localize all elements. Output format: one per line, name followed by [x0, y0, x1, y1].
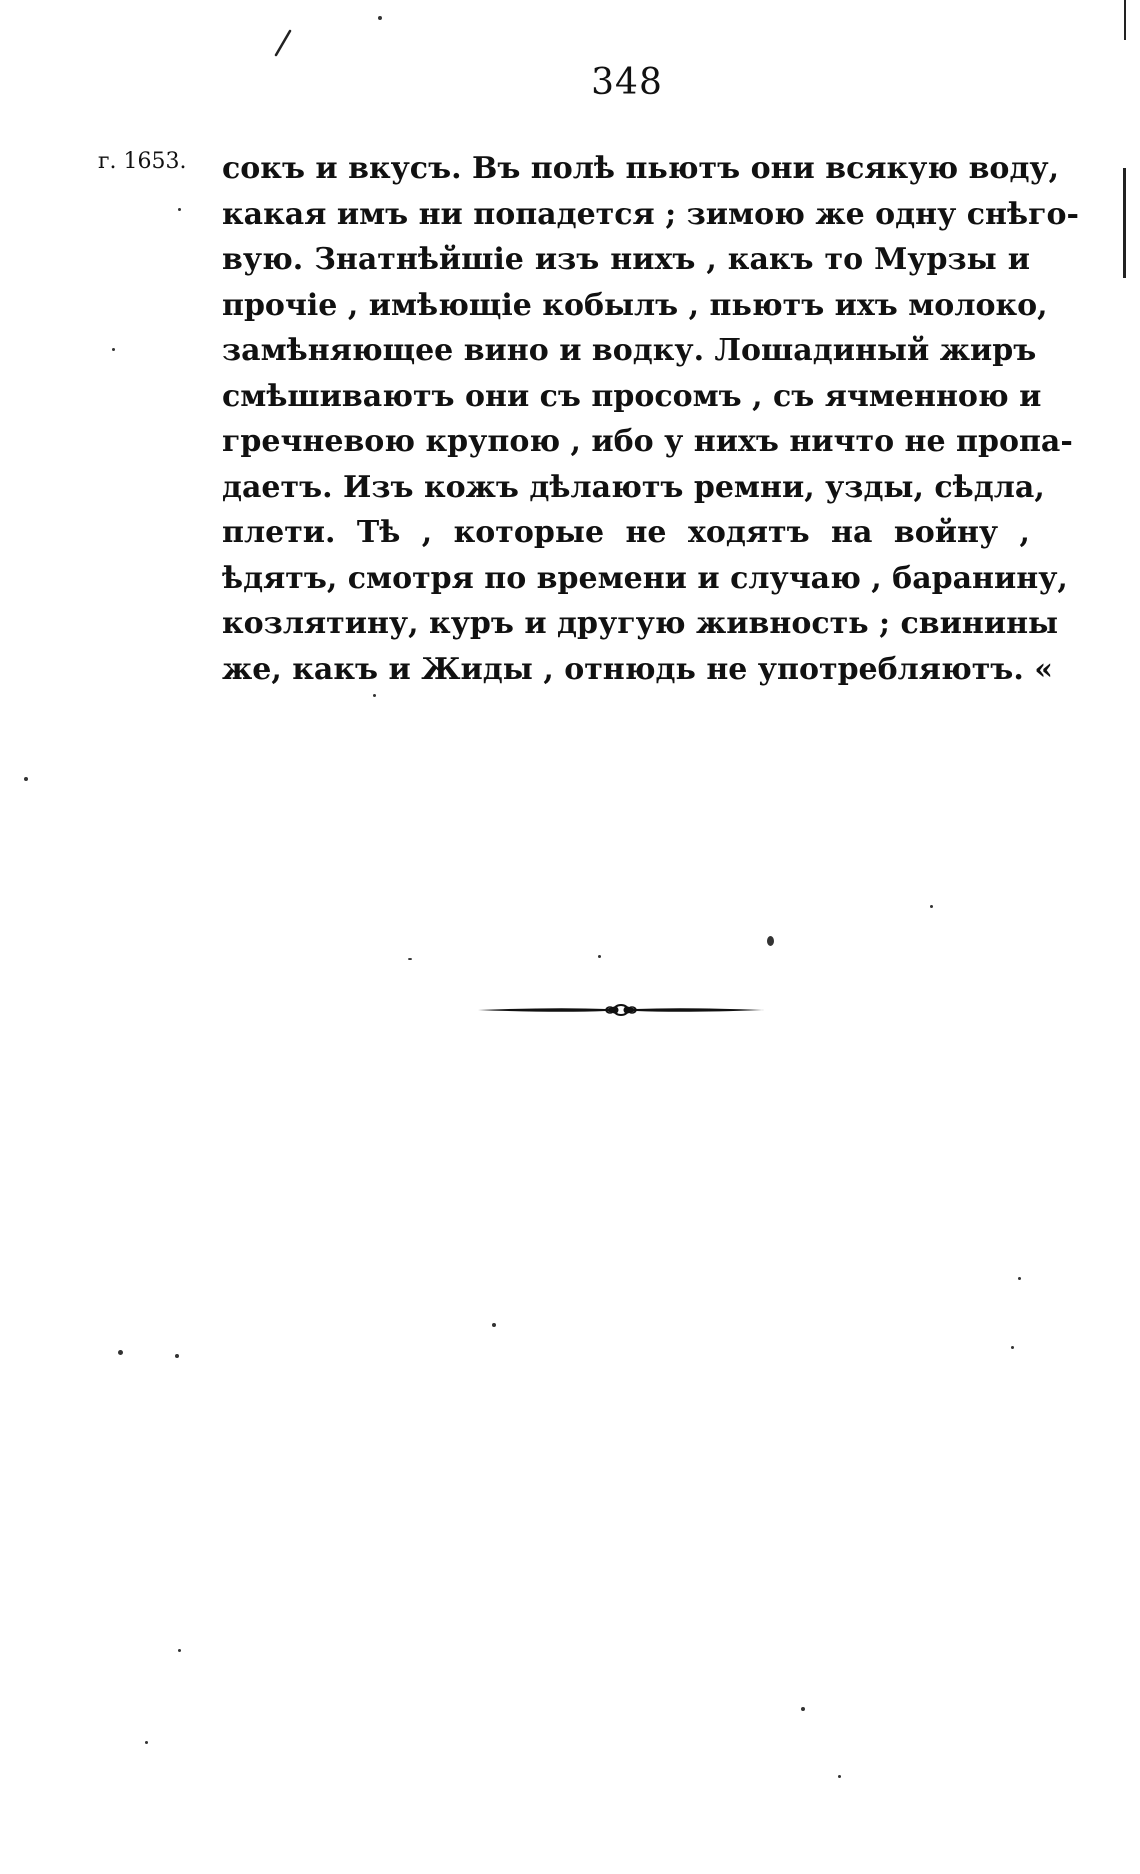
scan-speck: [930, 905, 933, 908]
text-line: прочіе , имѣющіе кобылъ , пьютъ ихъ молоко,: [222, 287, 1048, 323]
scan-speck: [118, 1350, 123, 1355]
page-edge-line: [1123, 168, 1126, 278]
page-edge-line: [1124, 0, 1126, 40]
scan-speck: [1011, 1346, 1014, 1349]
scan-speck: [145, 1741, 148, 1744]
scan-speck: [24, 777, 28, 781]
text-line: же, какъ и Жиды , отнюдь не употребляютъ. «: [222, 651, 1053, 687]
scan-speck: [175, 1354, 179, 1358]
text-line: сокъ и вкусъ. Въ полѣ пьютъ они всякую воду,: [222, 151, 1060, 186]
text-line: ѣдятъ, смотря по времени и случаю , баранину,: [222, 560, 1068, 596]
scan-speck: [112, 348, 115, 351]
text-line: гречневою крупою , ибо у нихъ ничто не пропа-: [222, 424, 1073, 459]
text-line: замѣняющее вино и водку. Лошадиный жиръ: [222, 333, 1037, 368]
body-text: [222, 146, 1079, 692]
scan-speck: [178, 1649, 181, 1652]
ink-mark-icon: [272, 28, 294, 58]
scan-speck: [378, 16, 382, 20]
margin-year-note: г. 1653.: [98, 149, 187, 174]
text-line: смѣшиваютъ они съ просомъ , съ ячменною и: [222, 378, 1042, 414]
scan-speck: [373, 694, 376, 697]
scan-speck: [801, 1707, 805, 1711]
text-line: плети. Тѣ , которые не ходятъ на войну ,: [222, 515, 1030, 550]
text-line: вую. Знатнѣйшіе изъ нихъ , какъ то Мурзы и: [222, 242, 1030, 277]
page-number: 348: [591, 62, 663, 103]
scan-speck: [408, 958, 412, 960]
text-line: козлятину, куръ и другую живность ; свинины: [222, 606, 1059, 641]
text-line: даетъ. Изъ кожъ дѣлаютъ ремни, узды, сѣдла,: [222, 469, 1045, 505]
scan-speck: [598, 955, 601, 958]
scan-speck: [492, 1323, 496, 1327]
scan-speck: [838, 1775, 841, 1778]
text-line: какая имъ ни попадется ; зимою же одну снѣго-: [222, 196, 1079, 232]
scan-speck: [1018, 1277, 1021, 1280]
scan-speck: [767, 936, 774, 946]
scan-speck: [178, 208, 181, 211]
decorative-rule-icon: [476, 998, 766, 1022]
